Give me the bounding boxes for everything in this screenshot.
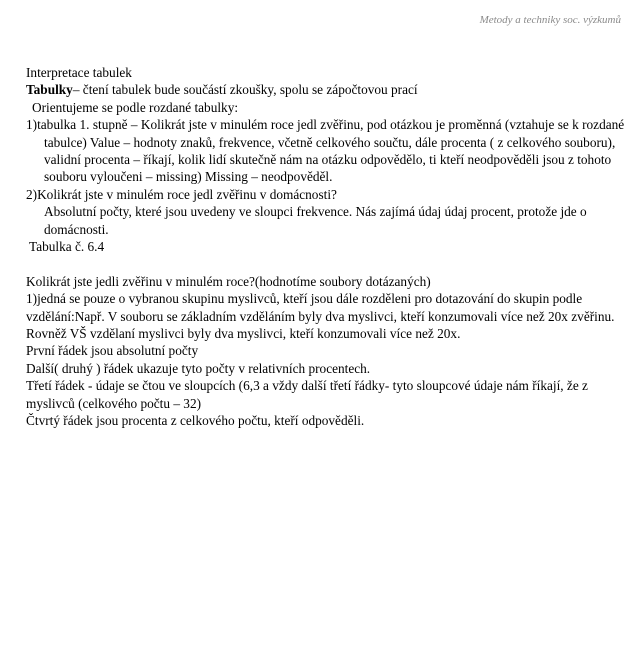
- item-2: 2)Kolikrát jste v minulém roce jedl zvěřinu v domácnosti?: [26, 186, 337, 202]
- paragraph-1: 1)jedná se pouze o vybranou skupinu myslivců, kteří jsou dále rozděleni pro dotazování do skupin podle vzdělání:Např. V souboru se základním vzděláním byly dva myslivci, kteří konzumovali více než 20x zvěřinu. Rovněž VŠ vzdělaní myslivci byly dva myslivci, kteří konzumovali více než 20x.: [26, 291, 615, 342]
- section-heading: Interpretace tabulek: [26, 65, 132, 80]
- item-1: 1)tabulka 1. stupně – Kolikrát jste v minulém roce jedl zvěřinu, pod otázkou je proměnná (vztahuje se k rozdané tabulce) Value – hodnoty znaků, frekvence, včetně celkového součtu, dále procenta ( z celkového souboru), validní procenta – říkají, kolik lidí skutečně nám na otázku odpovědělo, ti kteří neodpověděli jsou z tohoto souboru vyloučeni – missing) Missing – neodpověděl.: [26, 117, 625, 185]
- tabulky-label: Tabulky: [26, 82, 73, 98]
- document-body: [26, 64, 626, 430]
- row-1-note: První řádek jsou absolutní počty: [26, 343, 199, 359]
- running-header: Metody a techniky soc. výzkumů: [479, 14, 621, 26]
- table-reference: Tabulka č. 6.4: [29, 239, 105, 255]
- blank-line: [26, 255, 626, 272]
- item-2-detail: Absolutní počty, které jsou uvedeny ve sloupci frekvence. Nás zajímá údaj údaj procent, protože jde o domácnosti.: [44, 204, 587, 237]
- row-4-note: Čtvrtý řádek jsou procenta z celkového počtu, kteří odpověděli.: [26, 413, 365, 429]
- orientation-line: Orientujeme se podle rozdané tabulky:: [32, 99, 239, 115]
- question-line: Kolikrát jste jedli zvěřinu v minulém roce?(hodnotíme soubory dotázaných): [26, 273, 431, 289]
- row-2-note: Další( druhý ) řádek ukazuje tyto počty v relativních procentech.: [26, 360, 371, 376]
- tabulky-text: – čtení tabulek bude součástí zkoušky, spolu se zápočtovou prací: [72, 82, 418, 98]
- tabulky-paragraph: [26, 81, 626, 98]
- row-3-note: Třetí řádek - údaje se čtou ve sloupcích (6,3 a vždy další třetí řádky- tyto sloupcové údaje nám říkají, že z myslivců (celkového počtu – 32): [26, 378, 588, 411]
